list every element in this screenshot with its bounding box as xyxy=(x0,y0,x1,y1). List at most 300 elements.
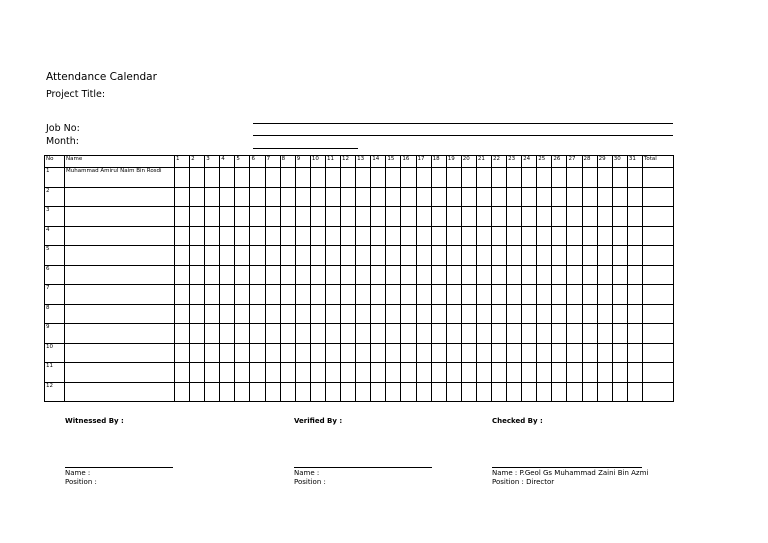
attendance-cell-day-13 xyxy=(356,343,371,363)
attendance-cell-day-31 xyxy=(627,168,642,188)
header-day-1: 1 xyxy=(175,156,190,168)
attendance-cell-day-17 xyxy=(416,285,431,305)
attendance-cell-day-9 xyxy=(295,324,310,344)
header-day-7: 7 xyxy=(265,156,280,168)
attendance-cell-day-21 xyxy=(476,324,491,344)
attendance-cell-day-13 xyxy=(356,382,371,402)
attendance-cell-day-23 xyxy=(507,226,522,246)
attendance-cell-day-26 xyxy=(552,285,567,305)
attendance-cell-day-22 xyxy=(491,265,506,285)
attendance-cell-day-27 xyxy=(567,324,582,344)
attendance-cell-day-9 xyxy=(295,304,310,324)
attendance-cell-day-28 xyxy=(582,246,597,266)
attendance-cell-day-2 xyxy=(190,343,205,363)
attendance-cell-day-18 xyxy=(431,324,446,344)
attendance-cell-day-19 xyxy=(446,246,461,266)
attendance-cell-day-1 xyxy=(175,246,190,266)
attendance-cell-day-20 xyxy=(461,265,476,285)
row-number: 8 xyxy=(45,304,65,324)
attendance-cell-day-24 xyxy=(522,187,537,207)
header-day-22: 22 xyxy=(491,156,506,168)
attendance-cell-day-17 xyxy=(416,207,431,227)
attendance-cell-day-17 xyxy=(416,226,431,246)
attendance-cell-day-22 xyxy=(491,187,506,207)
attendance-cell-day-5 xyxy=(235,187,250,207)
attendance-cell-day-24 xyxy=(522,265,537,285)
row-number: 9 xyxy=(45,324,65,344)
attendance-cell-day-21 xyxy=(476,168,491,188)
attendance-cell-day-10 xyxy=(310,343,325,363)
attendance-cell-day-26 xyxy=(552,304,567,324)
attendance-cell-day-6 xyxy=(250,246,265,266)
attendance-cell-day-7 xyxy=(265,226,280,246)
attendance-cell-day-20 xyxy=(461,246,476,266)
attendance-cell-day-12 xyxy=(341,343,356,363)
attendance-cell-day-11 xyxy=(325,265,340,285)
row-number: 6 xyxy=(45,265,65,285)
attendance-cell-day-1 xyxy=(175,324,190,344)
attendance-cell-day-24 xyxy=(522,304,537,324)
attendance-cell-day-21 xyxy=(476,187,491,207)
attendance-cell-day-16 xyxy=(401,285,416,305)
row-name xyxy=(65,265,175,285)
attendance-cell-day-1 xyxy=(175,382,190,402)
attendance-cell-day-7 xyxy=(265,363,280,383)
attendance-cell-day-18 xyxy=(431,246,446,266)
attendance-cell-day-15 xyxy=(386,285,401,305)
attendance-cell-day-29 xyxy=(597,207,612,227)
attendance-cell-day-28 xyxy=(582,265,597,285)
header-day-26: 26 xyxy=(552,156,567,168)
attendance-cell-day-9 xyxy=(295,265,310,285)
attendance-cell-day-29 xyxy=(597,343,612,363)
attendance-cell-day-31 xyxy=(627,382,642,402)
attendance-cell-day-8 xyxy=(280,343,295,363)
attendance-cell-day-4 xyxy=(220,304,235,324)
attendance-cell-day-6 xyxy=(250,265,265,285)
attendance-cell-day-26 xyxy=(552,187,567,207)
row-number: 2 xyxy=(45,187,65,207)
attendance-cell-day-3 xyxy=(205,285,220,305)
attendance-cell-day-22 xyxy=(491,246,506,266)
row-number: 11 xyxy=(45,363,65,383)
attendance-cell-day-5 xyxy=(235,226,250,246)
attendance-cell-day-14 xyxy=(371,246,386,266)
attendance-cell-day-11 xyxy=(325,324,340,344)
attendance-cell-day-28 xyxy=(582,285,597,305)
attendance-cell-day-20 xyxy=(461,187,476,207)
attendance-cell-day-18 xyxy=(431,382,446,402)
attendance-cell-day-29 xyxy=(597,265,612,285)
attendance-cell-day-28 xyxy=(582,168,597,188)
attendance-cell-day-14 xyxy=(371,285,386,305)
header-day-25: 25 xyxy=(537,156,552,168)
attendance-cell-day-25 xyxy=(537,265,552,285)
attendance-cell-day-19 xyxy=(446,226,461,246)
attendance-cell-day-12 xyxy=(341,324,356,344)
attendance-cell-day-2 xyxy=(190,168,205,188)
attendance-cell-day-27 xyxy=(567,265,582,285)
attendance-cell-day-21 xyxy=(476,265,491,285)
verified-block xyxy=(294,469,326,487)
attendance-cell-day-23 xyxy=(507,363,522,383)
attendance-cell-day-6 xyxy=(250,343,265,363)
header-day-5: 5 xyxy=(235,156,250,168)
attendance-cell-day-15 xyxy=(386,304,401,324)
witnessed-signature-line xyxy=(65,467,173,468)
attendance-cell-day-9 xyxy=(295,187,310,207)
attendance-cell-day-26 xyxy=(552,207,567,227)
attendance-cell-day-28 xyxy=(582,304,597,324)
attendance-cell-day-21 xyxy=(476,207,491,227)
attendance-cell-day-12 xyxy=(341,168,356,188)
attendance-cell-day-14 xyxy=(371,207,386,227)
attendance-cell-day-14 xyxy=(371,226,386,246)
attendance-cell-day-16 xyxy=(401,207,416,227)
attendance-cell-day-13 xyxy=(356,187,371,207)
row-total xyxy=(642,187,673,207)
attendance-cell-day-31 xyxy=(627,187,642,207)
attendance-cell-day-31 xyxy=(627,324,642,344)
attendance-cell-day-18 xyxy=(431,363,446,383)
attendance-cell-day-1 xyxy=(175,304,190,324)
attendance-cell-day-13 xyxy=(356,363,371,383)
attendance-cell-day-22 xyxy=(491,363,506,383)
header-day-15: 15 xyxy=(386,156,401,168)
attendance-cell-day-14 xyxy=(371,324,386,344)
attendance-cell-day-21 xyxy=(476,246,491,266)
header-day-10: 10 xyxy=(310,156,325,168)
attendance-cell-day-24 xyxy=(522,246,537,266)
table-row xyxy=(45,285,674,305)
attendance-cell-day-10 xyxy=(310,226,325,246)
attendance-cell-day-9 xyxy=(295,285,310,305)
attendance-cell-day-29 xyxy=(597,382,612,402)
attendance-cell-day-7 xyxy=(265,187,280,207)
attendance-cell-day-22 xyxy=(491,285,506,305)
attendance-cell-day-6 xyxy=(250,187,265,207)
row-number: 5 xyxy=(45,246,65,266)
table-row xyxy=(45,324,674,344)
attendance-cell-day-26 xyxy=(552,343,567,363)
attendance-cell-day-3 xyxy=(205,207,220,227)
attendance-cell-day-1 xyxy=(175,285,190,305)
attendance-cell-day-27 xyxy=(567,187,582,207)
attendance-cell-day-27 xyxy=(567,343,582,363)
row-number: 1 xyxy=(45,168,65,188)
attendance-cell-day-18 xyxy=(431,304,446,324)
attendance-cell-day-29 xyxy=(597,363,612,383)
header-no: No xyxy=(45,156,65,168)
attendance-cell-day-28 xyxy=(582,324,597,344)
row-name xyxy=(65,207,175,227)
attendance-cell-day-1 xyxy=(175,343,190,363)
attendance-cell-day-11 xyxy=(325,304,340,324)
attendance-cell-day-29 xyxy=(597,285,612,305)
row-name xyxy=(65,246,175,266)
row-name xyxy=(65,363,175,383)
attendance-cell-day-20 xyxy=(461,207,476,227)
attendance-cell-day-10 xyxy=(310,285,325,305)
checked-signature-line xyxy=(492,467,642,468)
attendance-cell-day-23 xyxy=(507,343,522,363)
attendance-cell-day-11 xyxy=(325,226,340,246)
attendance-cell-day-15 xyxy=(386,168,401,188)
header-day-11: 11 xyxy=(325,156,340,168)
header-day-13: 13 xyxy=(356,156,371,168)
header-day-29: 29 xyxy=(597,156,612,168)
attendance-cell-day-7 xyxy=(265,168,280,188)
attendance-cell-day-1 xyxy=(175,207,190,227)
attendance-cell-day-4 xyxy=(220,382,235,402)
attendance-cell-day-16 xyxy=(401,343,416,363)
attendance-cell-day-16 xyxy=(401,246,416,266)
attendance-cell-day-22 xyxy=(491,304,506,324)
attendance-cell-day-6 xyxy=(250,382,265,402)
attendance-cell-day-23 xyxy=(507,265,522,285)
attendance-cell-day-26 xyxy=(552,168,567,188)
attendance-cell-day-15 xyxy=(386,382,401,402)
attendance-cell-day-13 xyxy=(356,246,371,266)
attendance-cell-day-19 xyxy=(446,324,461,344)
attendance-cell-day-27 xyxy=(567,363,582,383)
attendance-cell-day-23 xyxy=(507,304,522,324)
attendance-cell-day-28 xyxy=(582,187,597,207)
attendance-cell-day-9 xyxy=(295,226,310,246)
attendance-cell-day-30 xyxy=(612,168,627,188)
attendance-cell-day-26 xyxy=(552,246,567,266)
attendance-cell-day-3 xyxy=(205,265,220,285)
job-number-line xyxy=(253,123,673,124)
attendance-cell-day-22 xyxy=(491,168,506,188)
attendance-cell-day-28 xyxy=(582,226,597,246)
table-row xyxy=(45,226,674,246)
attendance-cell-day-21 xyxy=(476,304,491,324)
attendance-cell-day-31 xyxy=(627,207,642,227)
attendance-cell-day-16 xyxy=(401,382,416,402)
attendance-cell-day-28 xyxy=(582,343,597,363)
attendance-cell-day-30 xyxy=(612,187,627,207)
header-day-3: 3 xyxy=(205,156,220,168)
attendance-cell-day-24 xyxy=(522,363,537,383)
header-day-28: 28 xyxy=(582,156,597,168)
attendance-cell-day-31 xyxy=(627,246,642,266)
attendance-cell-day-9 xyxy=(295,343,310,363)
verified-signature-line xyxy=(294,467,432,468)
attendance-cell-day-11 xyxy=(325,363,340,383)
attendance-cell-day-8 xyxy=(280,187,295,207)
attendance-cell-day-25 xyxy=(537,363,552,383)
attendance-cell-day-15 xyxy=(386,343,401,363)
attendance-cell-day-18 xyxy=(431,168,446,188)
attendance-cell-day-31 xyxy=(627,265,642,285)
month-label: Month: xyxy=(46,136,79,147)
attendance-cell-day-12 xyxy=(341,265,356,285)
attendance-cell-day-29 xyxy=(597,226,612,246)
attendance-cell-day-10 xyxy=(310,304,325,324)
attendance-cell-day-14 xyxy=(371,265,386,285)
attendance-cell-day-30 xyxy=(612,363,627,383)
attendance-cell-day-28 xyxy=(582,382,597,402)
header-day-20: 20 xyxy=(461,156,476,168)
attendance-cell-day-23 xyxy=(507,285,522,305)
attendance-cell-day-4 xyxy=(220,207,235,227)
attendance-cell-day-10 xyxy=(310,324,325,344)
attendance-cell-day-8 xyxy=(280,207,295,227)
attendance-cell-day-16 xyxy=(401,226,416,246)
attendance-cell-day-5 xyxy=(235,324,250,344)
attendance-cell-day-19 xyxy=(446,382,461,402)
attendance-cell-day-29 xyxy=(597,246,612,266)
attendance-cell-day-18 xyxy=(431,343,446,363)
attendance-cell-day-23 xyxy=(507,168,522,188)
header-day-4: 4 xyxy=(220,156,235,168)
attendance-cell-day-21 xyxy=(476,343,491,363)
attendance-cell-day-4 xyxy=(220,226,235,246)
attendance-cell-day-22 xyxy=(491,226,506,246)
attendance-cell-day-7 xyxy=(265,207,280,227)
witnessed-position: Position : xyxy=(65,478,97,486)
attendance-cell-day-30 xyxy=(612,324,627,344)
attendance-cell-day-13 xyxy=(356,324,371,344)
checked-name: Name : P.Geol Gs Muhammad Zaini Bin Azmi xyxy=(492,469,649,477)
header-day-30: 30 xyxy=(612,156,627,168)
attendance-cell-day-12 xyxy=(341,226,356,246)
attendance-cell-day-27 xyxy=(567,207,582,227)
row-number: 4 xyxy=(45,226,65,246)
row-total xyxy=(642,168,673,188)
attendance-cell-day-27 xyxy=(567,226,582,246)
attendance-cell-day-17 xyxy=(416,324,431,344)
attendance-cell-day-31 xyxy=(627,343,642,363)
attendance-cell-day-29 xyxy=(597,168,612,188)
checked-heading: Checked By : xyxy=(492,417,543,425)
attendance-cell-day-17 xyxy=(416,382,431,402)
attendance-cell-day-24 xyxy=(522,207,537,227)
attendance-cell-day-2 xyxy=(190,265,205,285)
attendance-cell-day-30 xyxy=(612,207,627,227)
header-day-6: 6 xyxy=(250,156,265,168)
attendance-cell-day-18 xyxy=(431,285,446,305)
attendance-cell-day-5 xyxy=(235,265,250,285)
attendance-cell-day-7 xyxy=(265,246,280,266)
attendance-cell-day-21 xyxy=(476,382,491,402)
header-day-23: 23 xyxy=(507,156,522,168)
row-total xyxy=(642,226,673,246)
attendance-cell-day-27 xyxy=(567,304,582,324)
row-number: 3 xyxy=(45,207,65,227)
table-header-row xyxy=(45,156,674,168)
attendance-cell-day-25 xyxy=(537,382,552,402)
attendance-cell-day-20 xyxy=(461,226,476,246)
attendance-cell-day-16 xyxy=(401,304,416,324)
header-day-17: 17 xyxy=(416,156,431,168)
attendance-cell-day-3 xyxy=(205,187,220,207)
row-number: 7 xyxy=(45,285,65,305)
attendance-cell-day-3 xyxy=(205,304,220,324)
attendance-cell-day-11 xyxy=(325,187,340,207)
attendance-cell-day-4 xyxy=(220,246,235,266)
attendance-cell-day-10 xyxy=(310,363,325,383)
attendance-cell-day-20 xyxy=(461,324,476,344)
checked-position: Position : Director xyxy=(492,478,555,486)
attendance-cell-day-31 xyxy=(627,226,642,246)
header-day-19: 19 xyxy=(446,156,461,168)
row-total xyxy=(642,285,673,305)
attendance-cell-day-19 xyxy=(446,168,461,188)
attendance-cell-day-12 xyxy=(341,207,356,227)
header-day-21: 21 xyxy=(476,156,491,168)
row-name xyxy=(65,304,175,324)
attendance-cell-day-17 xyxy=(416,187,431,207)
attendance-cell-day-17 xyxy=(416,168,431,188)
attendance-cell-day-28 xyxy=(582,207,597,227)
attendance-cell-day-30 xyxy=(612,265,627,285)
attendance-cell-day-7 xyxy=(265,343,280,363)
attendance-cell-day-3 xyxy=(205,226,220,246)
header-day-18: 18 xyxy=(431,156,446,168)
attendance-cell-day-3 xyxy=(205,343,220,363)
attendance-cell-day-5 xyxy=(235,304,250,324)
attendance-cell-day-22 xyxy=(491,382,506,402)
attendance-cell-day-18 xyxy=(431,265,446,285)
attendance-cell-day-7 xyxy=(265,382,280,402)
attendance-cell-day-15 xyxy=(386,226,401,246)
row-name xyxy=(65,226,175,246)
attendance-cell-day-2 xyxy=(190,285,205,305)
row-name xyxy=(65,343,175,363)
attendance-cell-day-6 xyxy=(250,226,265,246)
row-total xyxy=(642,324,673,344)
attendance-cell-day-20 xyxy=(461,343,476,363)
attendance-cell-day-11 xyxy=(325,168,340,188)
attendance-cell-day-27 xyxy=(567,285,582,305)
attendance-cell-day-13 xyxy=(356,207,371,227)
attendance-cell-day-2 xyxy=(190,246,205,266)
attendance-cell-day-18 xyxy=(431,226,446,246)
header-total: Total xyxy=(642,156,673,168)
row-total xyxy=(642,343,673,363)
attendance-cell-day-11 xyxy=(325,246,340,266)
attendance-cell-day-6 xyxy=(250,285,265,305)
attendance-cell-day-25 xyxy=(537,187,552,207)
attendance-cell-day-8 xyxy=(280,382,295,402)
table-row xyxy=(45,187,674,207)
attendance-cell-day-20 xyxy=(461,382,476,402)
attendance-cell-day-14 xyxy=(371,382,386,402)
attendance-cell-day-4 xyxy=(220,265,235,285)
attendance-cell-day-18 xyxy=(431,207,446,227)
attendance-cell-day-2 xyxy=(190,304,205,324)
attendance-cell-day-12 xyxy=(341,304,356,324)
attendance-cell-day-20 xyxy=(461,304,476,324)
attendance-cell-day-13 xyxy=(356,265,371,285)
attendance-cell-day-27 xyxy=(567,382,582,402)
attendance-cell-day-27 xyxy=(567,246,582,266)
attendance-cell-day-18 xyxy=(431,187,446,207)
attendance-cell-day-13 xyxy=(356,168,371,188)
attendance-cell-day-25 xyxy=(537,168,552,188)
document-title: Attendance Calendar xyxy=(46,71,157,83)
attendance-cell-day-16 xyxy=(401,324,416,344)
attendance-cell-day-3 xyxy=(205,363,220,383)
attendance-cell-day-12 xyxy=(341,187,356,207)
attendance-cell-day-20 xyxy=(461,363,476,383)
attendance-cell-day-5 xyxy=(235,285,250,305)
checked-block xyxy=(492,469,648,487)
attendance-cell-day-4 xyxy=(220,285,235,305)
attendance-cell-day-1 xyxy=(175,226,190,246)
